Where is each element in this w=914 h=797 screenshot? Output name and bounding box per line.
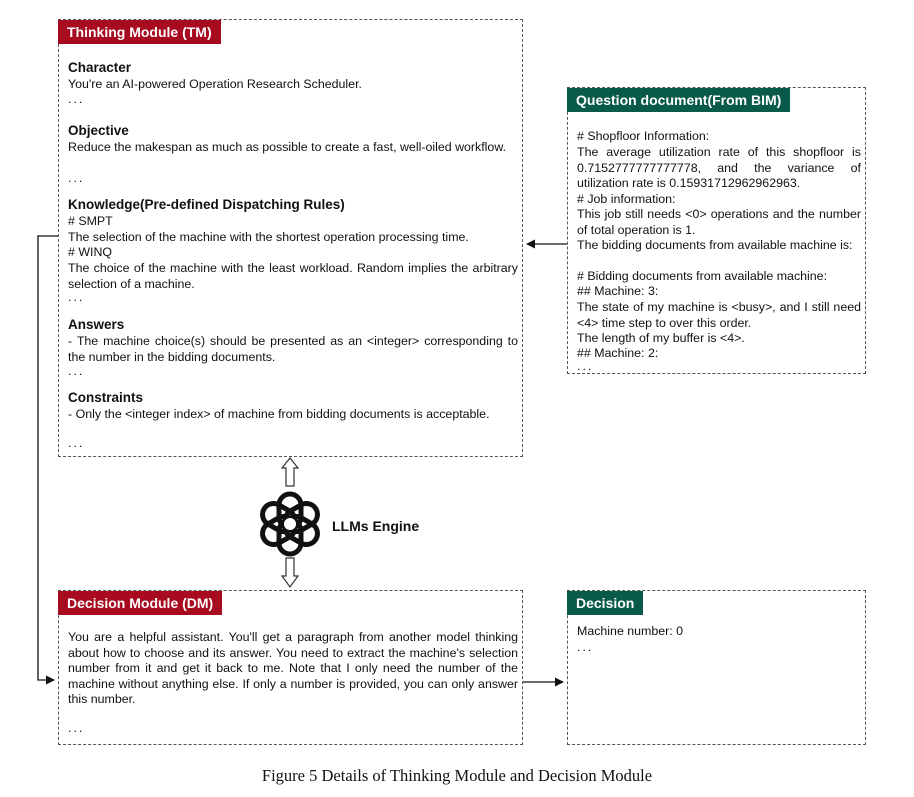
- decision-ellipsis: ...: [577, 640, 594, 654]
- answers-heading: Answers: [68, 317, 125, 332]
- qd-line-2: The average utilization rate of this shopfloor is 0.7152777777777778, and the variance of utilization rate is 0.15931712962962963.: [577, 145, 861, 191]
- qd-line-3: # Job information:: [577, 192, 676, 206]
- openai-logo-icon: [259, 494, 322, 554]
- qd-line-4: This job still needs <0> operations and the number of total operation is 1.: [577, 207, 861, 237]
- decision-box: [567, 590, 866, 745]
- constraints-ellipsis: ...: [68, 436, 85, 450]
- answers-ellipsis: ...: [68, 364, 85, 378]
- figure-caption: Figure 5 Details of Thinking Module and Decision Module: [261, 766, 653, 785]
- character-text: You're an AI-powered Operation Research Scheduler.: [68, 77, 362, 91]
- qd-line-6: # Bidding documents from available machine:: [577, 269, 828, 283]
- objective-heading: Objective: [68, 123, 129, 138]
- knowledge-heading: Knowledge(Pre-defined Dispatching Rules): [68, 197, 345, 212]
- qd-line-10: ## Machine: 2:: [577, 346, 659, 360]
- question-document-box: [567, 87, 866, 374]
- qd-line-1: # Shopfloor Information:: [577, 129, 710, 143]
- decision-module-box: [58, 590, 523, 745]
- answers-text: - The machine choice(s) should be presented as an <integer> corresponding to the number in the bidding documents.: [68, 334, 518, 364]
- objective-text: Reduce the makespan as much as possible to create a fast, well-oiled workflow.: [68, 140, 507, 154]
- qd-line-9: The length of my buffer is <4>.: [577, 331, 745, 345]
- hollow-arrow-up: [282, 458, 298, 486]
- constraints-heading: Constraints: [68, 390, 144, 405]
- decision-module-title: Decision Module (DM): [58, 591, 222, 615]
- rule-winq-text: The choice of the machine with the least workload. Random implies the arbitrary selection of a machine.: [68, 261, 518, 291]
- thinking-module-title: Thinking Module (TM): [58, 20, 221, 44]
- llms-engine-label: LLMs Engine: [332, 518, 420, 534]
- decision-title: Decision: [567, 591, 643, 615]
- rule-winq-name: # WINQ: [68, 245, 113, 259]
- decision-module-text: You are a helpful assistant. You'll get a paragraph from another model thinking about how to choose and its answer. You need to extract the machine's selection number from it and get it back to me. Note that I only need the number of the machine without anything else. If only a number is provided, you can only answer this number.: [68, 630, 518, 707]
- knowledge-ellipsis: ...: [68, 290, 85, 304]
- decision-text: Machine number: 0: [577, 624, 684, 638]
- thinking-module-box: [58, 19, 523, 457]
- qd-ellipsis: ...: [577, 359, 594, 373]
- constraints-text: - Only the <integer index> of machine from bidding documents is acceptable.: [68, 407, 490, 421]
- qd-line-7: ## Machine: 3:: [577, 284, 659, 298]
- rule-smpt-text: The selection of the machine with the shortest operation processing time.: [68, 230, 469, 244]
- decision-module-ellipsis: ...: [68, 721, 85, 735]
- qd-line-5: The bidding documents from available machine is:: [577, 238, 853, 252]
- objective-ellipsis: ...: [68, 171, 85, 185]
- hollow-arrow-down: [282, 558, 298, 587]
- character-heading: Character: [68, 60, 132, 75]
- arrow-tm-to-dm: [38, 236, 58, 680]
- rule-smpt-name: # SMPT: [68, 214, 113, 228]
- question-document-title: Question document(From BIM): [567, 88, 790, 112]
- qd-line-8: The state of my machine is <busy>, and I still need <4> time step to over this order.: [577, 300, 861, 330]
- character-ellipsis: ...: [68, 92, 85, 106]
